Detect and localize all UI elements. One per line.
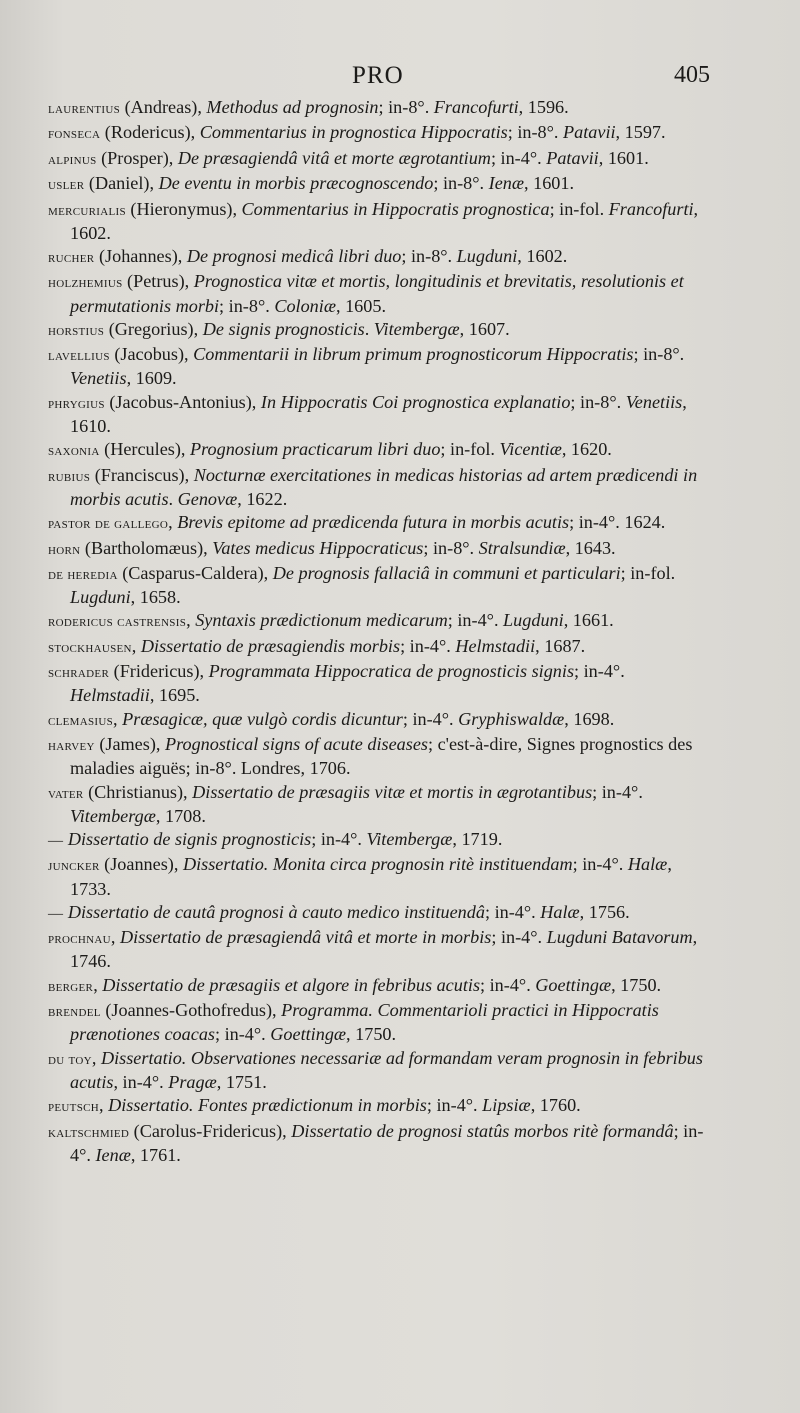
entry-text: (Joannes-Gothofredus), [100, 1000, 282, 1021]
entry-text: (James), [94, 734, 165, 755]
entry-text: ; in-fol. [549, 198, 609, 219]
entry-text: , 1609. [126, 368, 177, 389]
entry-author: harvey [48, 738, 95, 755]
entry-text: (Carolus-Fridericus), [129, 1120, 292, 1141]
entry-author: usler [48, 177, 85, 194]
bibliography-entry [48, 245, 713, 269]
entry-author: — [48, 833, 64, 850]
entry-text: , 1602. [70, 198, 699, 243]
entry-text: , 1597. [615, 122, 666, 143]
bibliography-entry [48, 562, 713, 608]
entry-text: , 1733. [70, 854, 672, 899]
entry-text: (Fridericus), [109, 661, 209, 682]
entry-author: lavellius [48, 348, 110, 365]
bibliography-entry [48, 96, 713, 120]
entry-author: brendel [48, 1004, 101, 1021]
entry-text: ; in-4°. [480, 974, 536, 995]
entry-title: De prognosi medicâ libri duo [186, 246, 402, 267]
entry-author: rubius [48, 468, 91, 485]
entry-place: Lipsiæ [482, 1095, 531, 1116]
entry-place: Venetiis [70, 368, 127, 389]
entry-text: , [99, 1095, 109, 1116]
entry-title: De prognosis fallaciâ in communi et particulari [272, 562, 621, 583]
entry-text: (Andreas), [120, 97, 207, 117]
entry-title: Dissertatio de præsagiendâ vitâ et morte in morbis [120, 927, 492, 948]
entry-title: Dissertatio de præsagiis vitæ et mortis in ægrotantibus [192, 781, 593, 802]
entry-place: Vitembergæ [70, 805, 156, 826]
bibliography-entry [48, 1120, 713, 1166]
entry-author: horn [48, 541, 81, 558]
page-number: 405 [674, 62, 710, 88]
bibliography-entry [48, 660, 713, 706]
entry-title: De eventu in morbis præcognoscendo [158, 173, 434, 194]
entry-text: ; in-8°. [507, 122, 564, 143]
entry-text: (Casparus-Caldera), [117, 562, 273, 583]
entry-author: horstius [48, 322, 105, 339]
bibliography-entry [48, 464, 713, 510]
entry-text: (Joannes), [99, 854, 183, 875]
entry-title: Programmata Hippocratica de prognosticis signis [208, 661, 575, 682]
entry-text: ; in-8°. [219, 295, 275, 316]
entry-text: ; in-fol. [440, 439, 500, 460]
entry-author: pastor de gallego [48, 516, 169, 533]
bibliography-entry [48, 926, 713, 972]
entry-text: , 1750. [611, 974, 662, 995]
entry-text: ; in-8°. [401, 246, 457, 267]
entry-place: Halæ [627, 854, 668, 875]
entry-title: Methodus ad prognosin [206, 97, 379, 117]
entry-place: Vitembergæ [366, 829, 453, 850]
entry-text: , 1695. [149, 685, 200, 706]
entry-text: (Bartholomæus), [80, 537, 213, 558]
entry-text: , [113, 708, 123, 729]
running-title: PRO [352, 62, 404, 89]
entry-text: , 1708. [155, 805, 206, 826]
entry-text: (Rodericus), [100, 122, 200, 143]
entry-title: In Hippocratis Coi prognostica explanatio [260, 391, 571, 412]
entry-text: (Petrus), [122, 271, 194, 292]
bibliography-entry [48, 974, 713, 998]
entry-place: Pragæ [168, 1071, 217, 1092]
entry-text: ; in-4°. [574, 661, 625, 682]
entry-title: Prognostica vitæ et mortis, longitudinis et brevitatis, resolutionis et permutationis morbi [70, 271, 684, 316]
entry-title: De signis prognosticis [202, 318, 365, 339]
entry-author: peutsch [48, 1099, 99, 1116]
entry-place: Francofurti [608, 198, 694, 219]
entry-author: laurentius [48, 101, 121, 117]
bibliography-entry [48, 635, 713, 659]
entry-author: juncker [48, 858, 100, 875]
entry-text: , 1756. [579, 901, 630, 922]
entry-place: Gryphiswaldæ [458, 708, 565, 729]
entry-place: Lugduni [456, 246, 518, 267]
entry-text: , 1719. [452, 829, 503, 850]
bibliography-entry [48, 270, 713, 316]
entry-place: Lugduni [503, 610, 564, 631]
bibliography-entry [48, 172, 713, 196]
entry-text: , 1601. [524, 173, 575, 194]
entry-title: Prognosium practicarum libri duo [190, 439, 441, 460]
entry-text: ; in-4°. [70, 1120, 704, 1165]
entry-text: , 1643. [565, 537, 616, 558]
entry-text: ; in-8°. [633, 344, 685, 365]
entry-author: fonseca [48, 126, 101, 143]
entry-title: Dissertatio de signis prognosticis [67, 829, 312, 850]
bibliography-entry [48, 901, 713, 925]
entry-place: Goettingæ [270, 1024, 347, 1045]
entry-title: Dissertatio. Monita circa prognosin ritè instituendam [182, 854, 573, 875]
entry-text: ; in-4°. [592, 781, 643, 802]
entry-place: Stralsundiæ [478, 537, 566, 558]
entry-title: Dissertatio de præsagiis et algore in febribus acutis [102, 974, 481, 995]
bibliography-entry [48, 781, 713, 827]
entry-text: (Franciscus), [90, 464, 194, 485]
entry-title: Programma. Commentarioli practici in Hippocratis prænotiones coacas [70, 1000, 659, 1045]
entry-text: (Hieronymus), [125, 198, 242, 219]
bibliography-entry [48, 318, 713, 342]
entry-title: Brevis epitome ad prædicenda futura in morbis acutis [177, 512, 570, 533]
entry-title: Vates medicus Hippocraticus [212, 537, 424, 558]
bibliography-entry [48, 438, 713, 462]
entry-text: . [364, 318, 374, 339]
entry-place: Helmstadii [70, 685, 150, 706]
entry-author: rodericus castrensis [48, 614, 187, 631]
entry-text: ; in-4°. [490, 147, 547, 168]
entry-author: holzhemius [48, 275, 123, 292]
bibliography-list [48, 96, 713, 1167]
entry-text: (Hercules), [99, 439, 190, 460]
page-header [0, 62, 800, 98]
entry-text: (Daniel), [84, 173, 159, 194]
entry-author: — [48, 905, 64, 922]
entry-text: , [110, 927, 121, 948]
entry-place: Venetiis [625, 391, 683, 412]
entry-text: (Christianus), [83, 781, 193, 802]
entry-place: Francofurti [433, 97, 519, 117]
entry-text: ; in-4°. [484, 901, 541, 922]
bibliography-entry [48, 147, 713, 171]
entry-place: Patavii [563, 122, 616, 143]
entry-text: , [93, 974, 103, 995]
entry-text: , 1760. [530, 1095, 581, 1116]
entry-place: Vicentiæ [499, 439, 562, 460]
entry-text: , 1687. [535, 635, 586, 656]
entry-text: , [131, 635, 141, 656]
entry-text: (Gregorius), [104, 318, 203, 339]
entry-place: Lugduni Batavorum [546, 927, 693, 948]
entry-title: Dissertatio. Observationes necessariæ ad formandam veram prognosin in febribus acutis [70, 1047, 703, 1092]
entry-author: prochnau [48, 931, 111, 948]
entry-place: Coloniæ [274, 295, 336, 316]
entry-place: Genovæ [177, 488, 238, 509]
entry-author: du toy [48, 1051, 92, 1068]
entry-text: , [186, 610, 196, 631]
entry-place: Lugduni [70, 587, 131, 608]
bibliography-entry [48, 1094, 713, 1118]
entry-place: Goettingæ [535, 974, 612, 995]
bibliography-entry [48, 853, 713, 899]
entry-title: Prognostical signs of acute diseases [164, 734, 428, 755]
entry-text: , 1620. [561, 439, 612, 460]
entry-text: , 1761. [130, 1144, 181, 1165]
entry-title: Dissertatio de præsagiendis morbis [140, 635, 401, 656]
entry-text: ; in-4°. [572, 854, 628, 875]
entry-text: ; in-4°. [426, 1095, 483, 1116]
entry-text: , in-4°. [113, 1071, 169, 1092]
entry-title: Commentarii in librum primum prognosticorum Hippocratis [193, 344, 634, 365]
entry-author: mercurialis [48, 202, 126, 219]
entry-text: , 1661. [563, 610, 614, 631]
entry-text: (Johannes), [94, 246, 187, 267]
bibliography-entry [48, 999, 713, 1045]
entry-text: ; c'est-à-dire, Signes prognostics des maladies aiguës; in-8°. Londres, 1706. [70, 734, 693, 779]
entry-author: saxonia [48, 443, 100, 460]
entry-text: (Jacobus-Antonius), [104, 391, 261, 412]
entry-place: Ienæ [488, 173, 524, 194]
entry-text: ; in-8°. [378, 97, 434, 117]
bibliography-entry [48, 708, 713, 732]
entry-title: Præsagicæ, quæ vulgò cordis dicuntur [122, 708, 403, 729]
entry-place: Patavii [546, 147, 599, 168]
bibliography-entry [48, 198, 713, 244]
entry-title: Commentarius in prognostica Hippocratis [199, 122, 508, 143]
entry-text: , 1596. [518, 97, 569, 117]
bibliography-entry [48, 511, 713, 535]
bibliography-entry [48, 1047, 713, 1093]
entry-title: Commentarius in Hippocratis prognostica [241, 198, 550, 219]
entry-author: clemasius [48, 712, 114, 729]
entry-title: Syntaxis prædictionum medicarum [195, 610, 448, 631]
entry-text: , 1750. [346, 1024, 397, 1045]
entry-title: Dissertatio. Fontes prædictionum in morbis [108, 1095, 427, 1116]
entry-author: berger [48, 978, 94, 995]
entry-place: Halæ [540, 901, 580, 922]
entry-text: 1624. [624, 512, 666, 533]
entry-title: De præsagiendâ vitâ et morte ægrotantium [177, 147, 491, 168]
entry-text: ; in-8°. [433, 173, 489, 194]
entry-text: , [91, 1047, 101, 1068]
entry-text: ; in-4°. [447, 610, 504, 631]
bibliography-entry [48, 343, 713, 389]
entry-place: Vitembergæ [373, 318, 460, 339]
entry-text: ; in-4°. [491, 927, 547, 948]
entry-text: , 1610. [70, 391, 687, 436]
entry-text: , 1622. [237, 488, 288, 509]
entry-text: ; in-4°. [400, 635, 456, 656]
bibliography-entry [48, 828, 713, 852]
entry-text: , 1698. [564, 708, 615, 729]
entry-author: stockhausen [48, 639, 132, 656]
entry-text: , 1607. [459, 318, 510, 339]
bibliography-entry [48, 733, 713, 779]
entry-title: Dissertatio de prognosi statûs morbos ritè formandâ [291, 1120, 674, 1141]
entry-author: kaltschmied [48, 1124, 130, 1141]
entry-author: schrader [48, 665, 110, 682]
entry-author: de heredia [48, 566, 118, 583]
entry-title: Nocturnæ exercitationes in medicas historias ad artem prædicendi in morbis acutis [70, 464, 698, 509]
entry-text: ; in-fol. [620, 562, 676, 583]
entry-author: phrygius [48, 395, 105, 412]
bibliography-entry [48, 609, 713, 633]
entry-place: Helmstadii [455, 635, 536, 656]
entry-text: ; in-4°. [569, 512, 625, 533]
entry-text: , 1601. [598, 147, 649, 168]
entry-text: . [168, 488, 178, 509]
entry-text: ; in-4°. [311, 829, 367, 850]
entry-text: ; in-8°. [423, 537, 479, 558]
entry-author: rucher [48, 250, 95, 267]
entry-text: ; in-4°. [402, 708, 459, 729]
entry-text: , 1658. [130, 587, 181, 608]
entry-text: , 1746. [70, 927, 698, 972]
entry-text: ; in-4°. [215, 1024, 271, 1045]
entry-text: ; in-8°. [570, 391, 626, 412]
bibliography-entry [48, 391, 713, 437]
entry-text: , 1602. [517, 246, 568, 267]
entry-author: vater [48, 785, 84, 802]
bibliography-entry [48, 537, 713, 561]
bibliography-entry [48, 121, 713, 145]
entry-text: (Jacobus), [109, 344, 194, 365]
entry-text: , 1605. [335, 295, 386, 316]
entry-text: , [168, 512, 178, 533]
entry-title: Dissertatio de cautâ prognosi à cauto medico instituendâ [67, 901, 485, 922]
entry-text: , 1751. [216, 1071, 267, 1092]
entry-author: alpinus [48, 151, 97, 168]
entry-text: (Prosper), [96, 147, 178, 168]
entry-place: Ienæ [95, 1144, 131, 1165]
